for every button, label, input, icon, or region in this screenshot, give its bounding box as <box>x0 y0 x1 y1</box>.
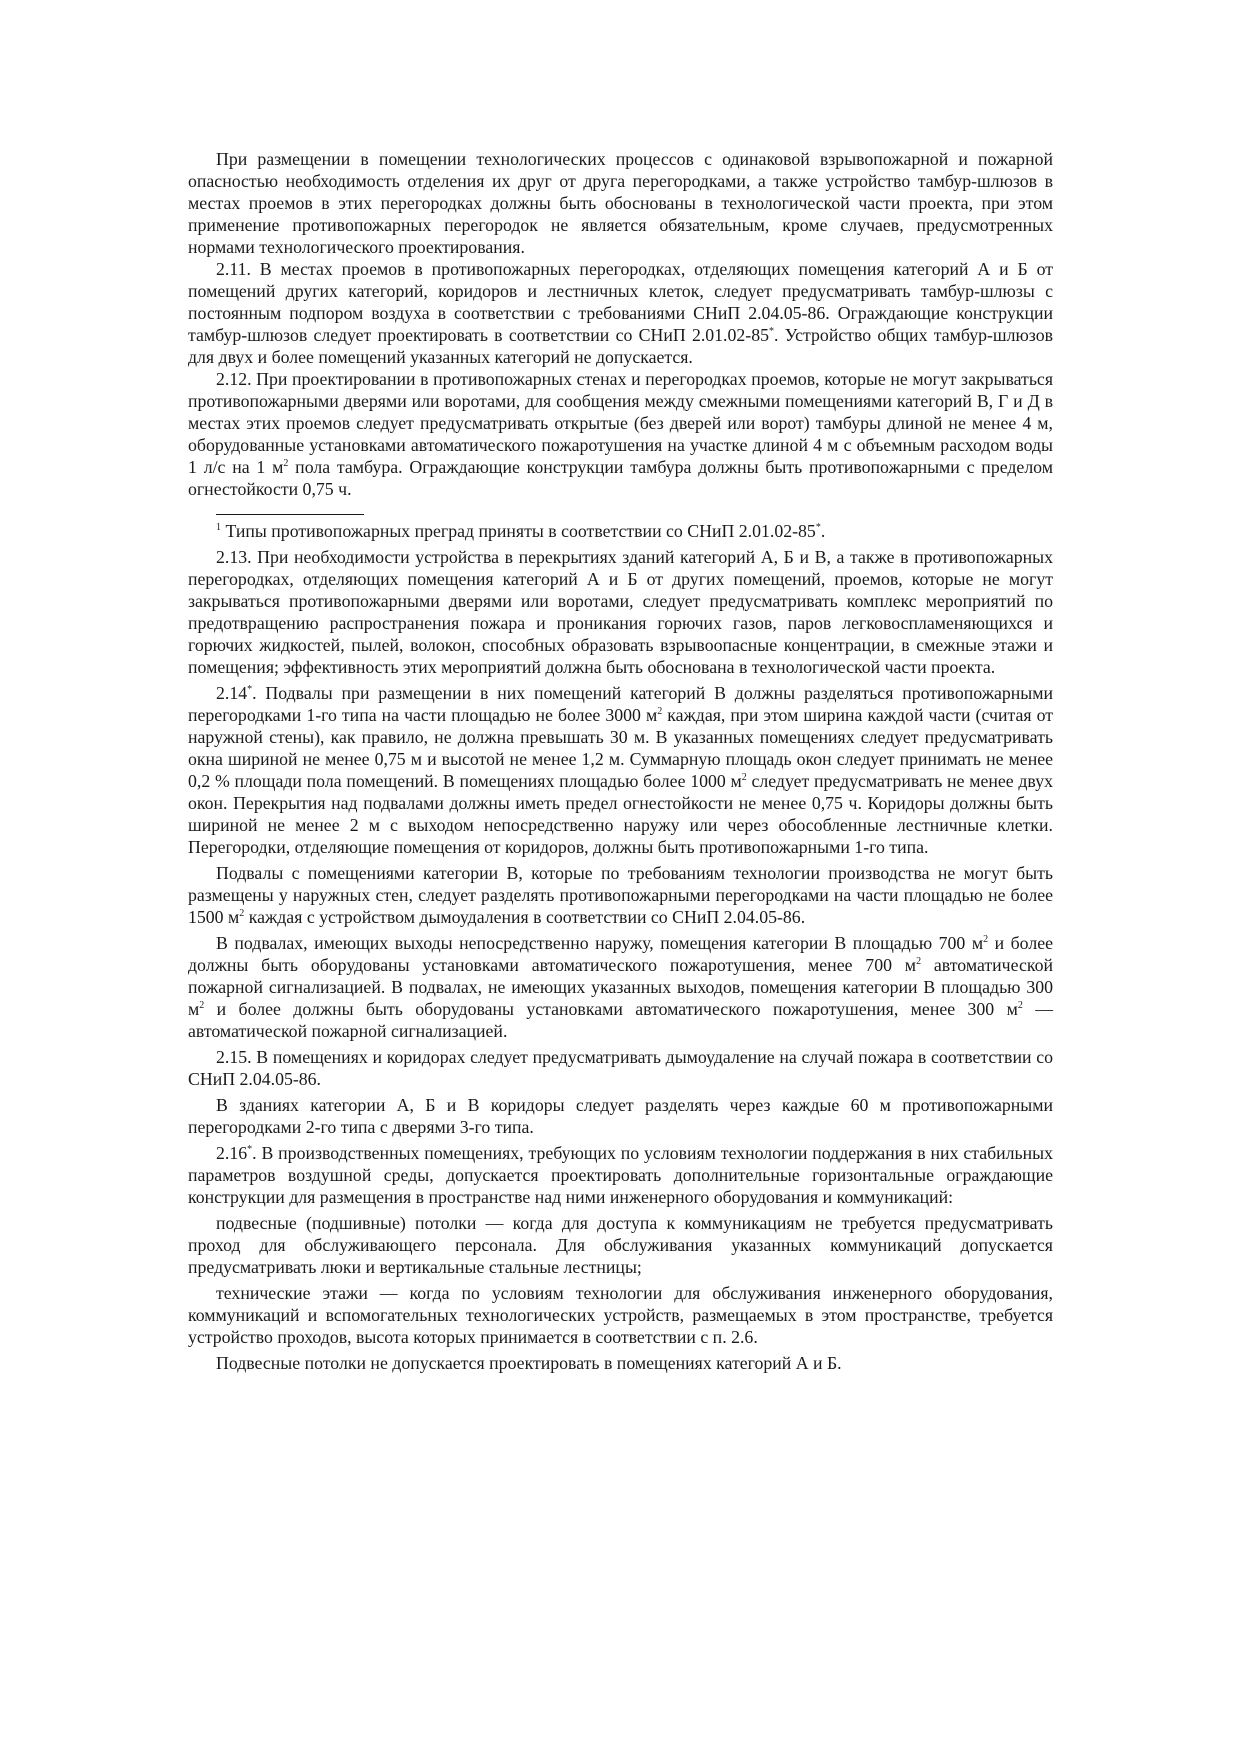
paragraph-2-12: 2.12. При проектировании в противопожарных стенах и перегородках проемов, которые не могут закрываться противопожарными дверями или воротами, для сообщения между смежными помещениями категорий В, Г и Д в местах этих проемов следует предусматривать открытые (без дверей или ворот) тамбуры длиной не менее 4 м, оборудованные установками автоматического пожаротушения на участке длиной 4 м с объемным расходом воды 1 л/с на 1 $м^2$ пола тамбура. Ограждающие конструкции тамбура должны быть противопожарными с пределом огнестойкости 0,75 ч. <box>188 369 1053 499</box>
asterisk-mark: * <box>247 1144 253 1155</box>
paragraph-basement-exits: В подвалах, имеющих выходы непосредственно наружу, помещения категории В площадью 700 $м^2$ и более должны быть оборудованы установками автоматического пожаротушения, менее 700 $м^2$ автоматической пожарной сигнализацией. В подвалах, не имеющих указанных выходов, помещения категории В площадью 300 $м^2$ и более должны быть оборудованы установками автоматического пожаротушения, менее 300 $м^2$ — автоматической пожарной сигнализацией. <box>188 933 1053 1041</box>
paragraph-technical-floors: технические этажи — когда по условиям технологии для обслуживания инженерного оборудования, коммуникаций и вспомогательных технологических устройств, размещаемых в этом пространстве, требуется устройство проходов, высота которых принимается в соответствии с п. 2.6. <box>188 1283 1053 1347</box>
paragraph-2-13: 2.13. При необходимости устройства в перекрытиях зданий категорий А, Б и В, а также в противопожарных перегородках, отделяющих помещения категорий А и Б от других помещений, проемов, которые не могут закрываться противопожарными дверями или воротами, следует предусматривать комплекс мероприятий по предотвращению распространения пожара и проникания горючих газов, паров легковоспламеняющихся и горючих жидкостей, пылей, волокон, способных образовать взрывоопасные концентрации, в смежные этажи и помещения; эффективность этих мероприятий должна быть обоснована в технологической части проекта. <box>188 547 1053 677</box>
superscript-2: 2 <box>1017 1000 1023 1011</box>
footnote-divider <box>216 514 364 515</box>
superscript-2: 2 <box>283 458 289 469</box>
paragraph-2-16: 2.16*. В производственных помещениях, требующих по условиям технологии поддержания в них стабильных параметров воздушной среды, допускается проектировать дополнительные горизонтальные ограждающие конструкции для размещения в пространстве над ними инженерного оборудования и коммуникаций: <box>188 1143 1053 1207</box>
document-page <box>188 148 1053 1374</box>
paragraph-corridors: В зданиях категории А, Б и В коридоры следует разделять через каждые 60 м противопожарными перегородками 2-го типа с дверями 3-го типа. <box>188 1095 1053 1137</box>
paragraph-final: Подвесные потолки не допускается проектировать в помещениях категорий А и Б. <box>216 1353 842 1373</box>
superscript-2: 2 <box>741 772 747 783</box>
superscript-2: 2 <box>239 908 245 919</box>
paragraph-2-15: 2.15. В помещениях и коридорах следует предусматривать дымоудаление на случай пожара в соответствии со СНиП 2.04.05-86. <box>188 1047 1053 1089</box>
paragraph-suspended-ceilings: подвесные (подшивные) потолки — когда для доступа к коммуникациям не требуется предусматривать проход для обслуживающего персонала. Для обслуживания указанных коммуникаций допускается предусматривать люки и вертикальные стальные лестницы; <box>188 1213 1053 1277</box>
paragraph-basements: Подвалы с помещениями категории В, которые по требованиям технологии производства не могут быть размещены у наружных стен, следует разделять противопожарными перегородками на части площадью не более 1500 $м^2$ каждая с устройством дымоудаления в соответствии со СНиП 2.04.05-86. <box>188 863 1053 927</box>
footnote: $^1$ Типы противопожарных преград приняты в соответствии со СНиП 2.01.02-85*. <box>216 521 826 541</box>
paragraph-2-14: 2.14*. Подвалы при размещении в них помещений категорий В должны разделяться противопожарными перегородками 1-го типа на части площадью не более 3000 $м^2$ каждая, при этом ширина каждой части (считая от наружной стены), как правило, не должна превышать 30 м. В указанных помещениях следует предусматривать окна шириной не менее 0,75 м и высотой не менее 1,2 м. Суммарную площадь окон следует принимать не менее 0,2 % площади пола помещений. В помещениях площадью более 1000 $м^2$ следует предусматривать не менее двух окон. Перекрытия над подвалами должны иметь предел огнестойкости не менее 0,75 ч. Коридоры должны быть шириной не менее 2 м с выходом непосредственно наружу или через обособленные лестничные клетки. Перегородки, отделяющие помещения от коридоров, должны быть противопожарными 1-го типа. <box>188 683 1053 857</box>
superscript-2: 2 <box>199 1000 205 1011</box>
paragraph-intro: При размещении в помещении технологических процессов с одинаковой взрывопожарной и пожарной опасностью необходимость отделения их друг от друга перегородками, а также устройство тамбур-шлюзов в местах проемов в этих перегородках должны быть обоснованы в технологической части проекта, при этом применение противопожарных перегородок не является обязательным, кроме случаев, предусмотренных нормами технологического проектирования. <box>188 149 1053 257</box>
paragraph-2-11: 2.11. В местах проемов в противопожарных перегородках, отделяющих помещения категорий А и Б от помещений других категорий, коридоров и лестничных клеток, следует предусматривать тамбур-шлюзы с постоянным подпором воздуха в соответствии с требованиями СНиП 2.04.05-86. Ограждающие конструкции тамбур-шлюзов следует проектировать в соответствии со СНиП 2.01.02-85*. Устройство общих тамбур-шлюзов для двух и более помещений указанных категорий не допускается. <box>188 259 1053 367</box>
superscript-2: 2 <box>916 956 922 967</box>
asterisk-mark: * <box>769 326 774 337</box>
asterisk-mark: * <box>247 684 253 695</box>
superscript-2: 2 <box>983 934 989 945</box>
asterisk-mark: * <box>815 522 821 533</box>
superscript-2: 2 <box>657 706 663 717</box>
footnote-number: 1 <box>216 522 221 533</box>
